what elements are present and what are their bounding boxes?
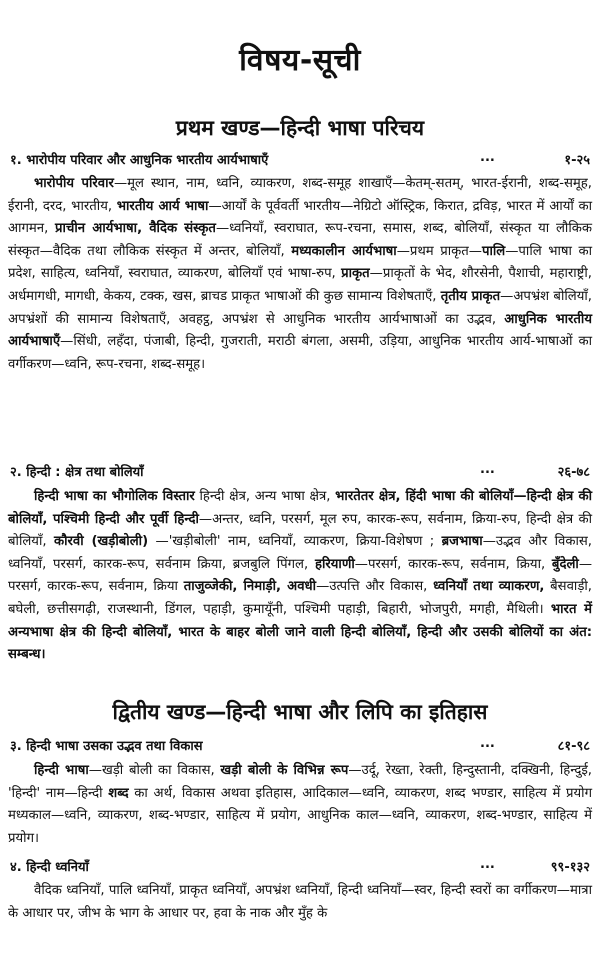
topic-text: —परसर्ग, कारक-रूप, सर्वनाम, क्रिया [8, 556, 592, 595]
chapter-4-contents [8, 880, 592, 925]
topic-text: —उर्दू, रेख्ता, रेक्ती, हिन्दुस्तानी, दक्खिनी, हिन्दुई, 'हिन्दी' नाम—हिन्दी [8, 763, 592, 801]
chapter-1-title: १. भारोपीय परिवार और आधुनिक भारतीय आर्यभाषाएँ [10, 153, 269, 168]
page-title: विषय-सूची [239, 43, 361, 78]
chapter-4-title: ४. हिन्दी ध्वनियाँ [10, 860, 89, 875]
chapter-3-title: ३. हिन्दी भाषा उसका उद्भव तथा विकास [10, 739, 203, 754]
topic-heading-text: पालि [481, 243, 506, 259]
topic-text: —परसर्ग, कारक-रूप, सर्वनाम, क्रिया, [354, 556, 552, 572]
topic-heading-text: कौरवी (खड़ीबोली) [53, 534, 149, 550]
chapter-3-contents [8, 760, 592, 850]
chapter-2-pages: २६-७८ [557, 465, 590, 480]
topic-text: —ध्वनियाँ, स्वराघात, रूप-रचना, समास, शब्द, बोलियाँ, संस्कृत या लौकिक संस्कृत—वैदिक तथा लौकिक संस्कृत में अन्तर, बोलियाँ, [8, 221, 592, 259]
topic-heading-text: हिन्दी भाषा का भौगोलिक विस्तार [34, 489, 195, 504]
topic-heading-text: भारतीय आर्य भाषा [116, 198, 209, 214]
chapter-2-heading [10, 462, 590, 480]
topic-text: —खड़ी बोली का विकास, [88, 763, 221, 778]
topic-text: —'खड़ीबोली' नाम, ध्वनियाँ, व्याकरण, क्रिया-विशेषण ; [148, 534, 442, 550]
topic-text: हिन्दी क्षेत्र, अन्य भाषा क्षेत्र, [194, 489, 336, 504]
topic-text: का अर्थ, विकास अथवा इतिहास, आदिकाल—ध्वनि, व्याकरण, शब्द भण्डार, साहित्य में प्रयोग मध्यकाल—ध्वनि, व्याकरण, शब्द-भण्डार, साहित्य में प्रयोग, आधुनिक काल—ध्वनि, व्याकरण, शब्द-भण्डार, साहित्य में प्रयोग। [8, 785, 592, 846]
chapter-2-leader-dots: ... [480, 462, 495, 477]
topic-heading-text: मध्यकालीन आर्यभाषा [291, 243, 397, 259]
topic-text: —अपभ्रंश बोलियाँ, अपभ्रंशों की सामान्य विशेषताएँ, अवहट्ठ, अपभ्रंश से आधुनिक भारतीय आर्यभाषाओं का उद्भव, [8, 288, 592, 327]
topic-heading-text: ब्रजभाषा [441, 534, 483, 550]
topic-heading-text: प्राचीन आर्यभाषा, वैदिक संस्कृत [55, 221, 216, 237]
topic-heading-text: हरियाणी [314, 556, 355, 572]
topic-heading-text: बुँदेली [551, 556, 579, 572]
part-2-title: द्वितीय खण्ड—हिन्दी भाषा और लिपि का इतिहास [112, 700, 488, 724]
topic-heading-text: शब्द [108, 785, 129, 801]
topic-text: —पालि भाषा का प्रदेश, साहित्य, ध्वनियाँ, स्वराघात, व्याकरण, बोलियाँ एवं भाषा-रुप, [8, 243, 593, 282]
topic-text: —आर्यों के पूर्ववर्ती भारतीय—नेग्रिटो ऑस्ट्रिक, किरात, द्रविड़, भारत में आर्यों का आगमन, [8, 198, 593, 237]
topic-text: बैसवाड़ी, बघेली, छत्तीसगढ़ी, राजस्थानी, डिंगल, पहाड़ी, कुमायूँनी, पश्चिमी पहाड़ी, बिहारी, भोजपुरी, मगही, मैथिली। [8, 579, 592, 617]
topic-text: —मूल स्थान, नाम, ध्वनि, व्याकरण, शब्द-समूह शाखाएँ—केतम्-सतम्, भारत-ईरानी, शब्द-समूह, ईरानी, दरद, भारतीय, [8, 176, 592, 214]
topic-heading-text: खड़ी बोली के विभिन्न रूप [220, 763, 349, 778]
topic-heading-text: प्राकृत [341, 266, 370, 282]
topic-text: —प्राकृतों के भेद, शौरसेनी, पैशाची, महाराष्ट्री, अर्धमागधी, मागधी, केकय, टक्क, खस, ब्राचड प्राकृत भाषाओं की कुछ सामान्य विशेषताएँ, [8, 266, 592, 304]
chapter-4-pages: ९९-१३२ [550, 860, 590, 875]
topic-heading-text: भारतेतर क्षेत्र, हिंदी भाषा की बोलियाँ—हिन्दी क्षेत्र की बोलियाँ, पश्चिमी हिन्दी और पूर्वी हिन्दी [8, 489, 592, 527]
part-1-title: प्रथम खण्ड—हिन्दी भाषा परिचय [175, 116, 425, 140]
topic-heading-text: हिन्दी भाषा [34, 763, 89, 778]
chapter-4-heading [10, 857, 590, 875]
chapter-3-heading [10, 736, 590, 754]
chapter-2-title: २. हिन्दी : क्षेत्र तथा बोलियाँ [10, 465, 144, 480]
chapter-2-contents [8, 486, 592, 667]
topic-heading-text: तृतीय प्राकृत [440, 288, 501, 304]
topic-text: —अन्तर, ध्वनि, परसर्ग, मूल रुप, कारक-रूप, सर्वनाम, क्रिया-रुप, हिन्दी क्षेत्र की बोलियाँ, [8, 511, 592, 550]
chapter-1-contents [8, 173, 592, 376]
topic-text: —उत्पत्ति और विकास, [316, 579, 434, 595]
chapter-4-leader-dots: ... [480, 857, 495, 872]
topic-heading-text: ध्वनियाँ तथा व्याकरण, [433, 579, 545, 595]
topic-text: —प्रथम प्राकृत— [396, 243, 482, 259]
chapter-3-leader-dots: ... [480, 736, 495, 751]
chapter-1-pages: १-२५ [564, 153, 590, 168]
chapter-1-leader-dots: ... [480, 150, 495, 165]
chapter-3-pages: ८१-९८ [557, 739, 590, 754]
topic-heading-text: भारत में अन्यभाषा क्षेत्र की हिन्दी बोलियाँ, भारत के बाहर बोली जाने वाली हिन्दी बोलियाँ, हिन्दी और उसकी बोलियों का अंत: सम्बन्ध। [8, 601, 593, 663]
topic-heading-text: भारोपीय परिवार [34, 176, 114, 191]
topic-text: —सिंधी, लहँदा, पंजाबी, हिन्दी, गुजराती, मराठी बंगला, असमी, उड़िया, आधुनिक भारतीय आर्य-भाषाओं का वर्गीकरण—ध्वनि, रूप-रचना, शब्द-समूह। [8, 334, 592, 372]
topic-heading-text: आधुनिक भारतीय आर्यभाषाएँ [8, 311, 592, 350]
topic-heading-text: ताजुव्जेकी, निमाड़ी, अवधी [183, 579, 317, 595]
chapter-1-heading [10, 150, 590, 168]
topic-text: वैदिक ध्वनियाँ, पालि ध्वनियाँ, प्राकृत ध्वनियाँ, अपभ्रंश ध्वनियाँ, हिन्दी ध्वनियाँ—स्वर, हिन्दी स्वरों का वर्गीकरण—मात्रा के आधार पर, जीभ के भाग के आधार पर, हवा के नाक और मुँह के [8, 883, 592, 921]
topic-text: —उद्भव और विकास, ध्वनियाँ, परसर्ग, कारक-रूप, सर्वनाम क्रिया, ब्रजबुलि पिंगल, [8, 534, 592, 572]
